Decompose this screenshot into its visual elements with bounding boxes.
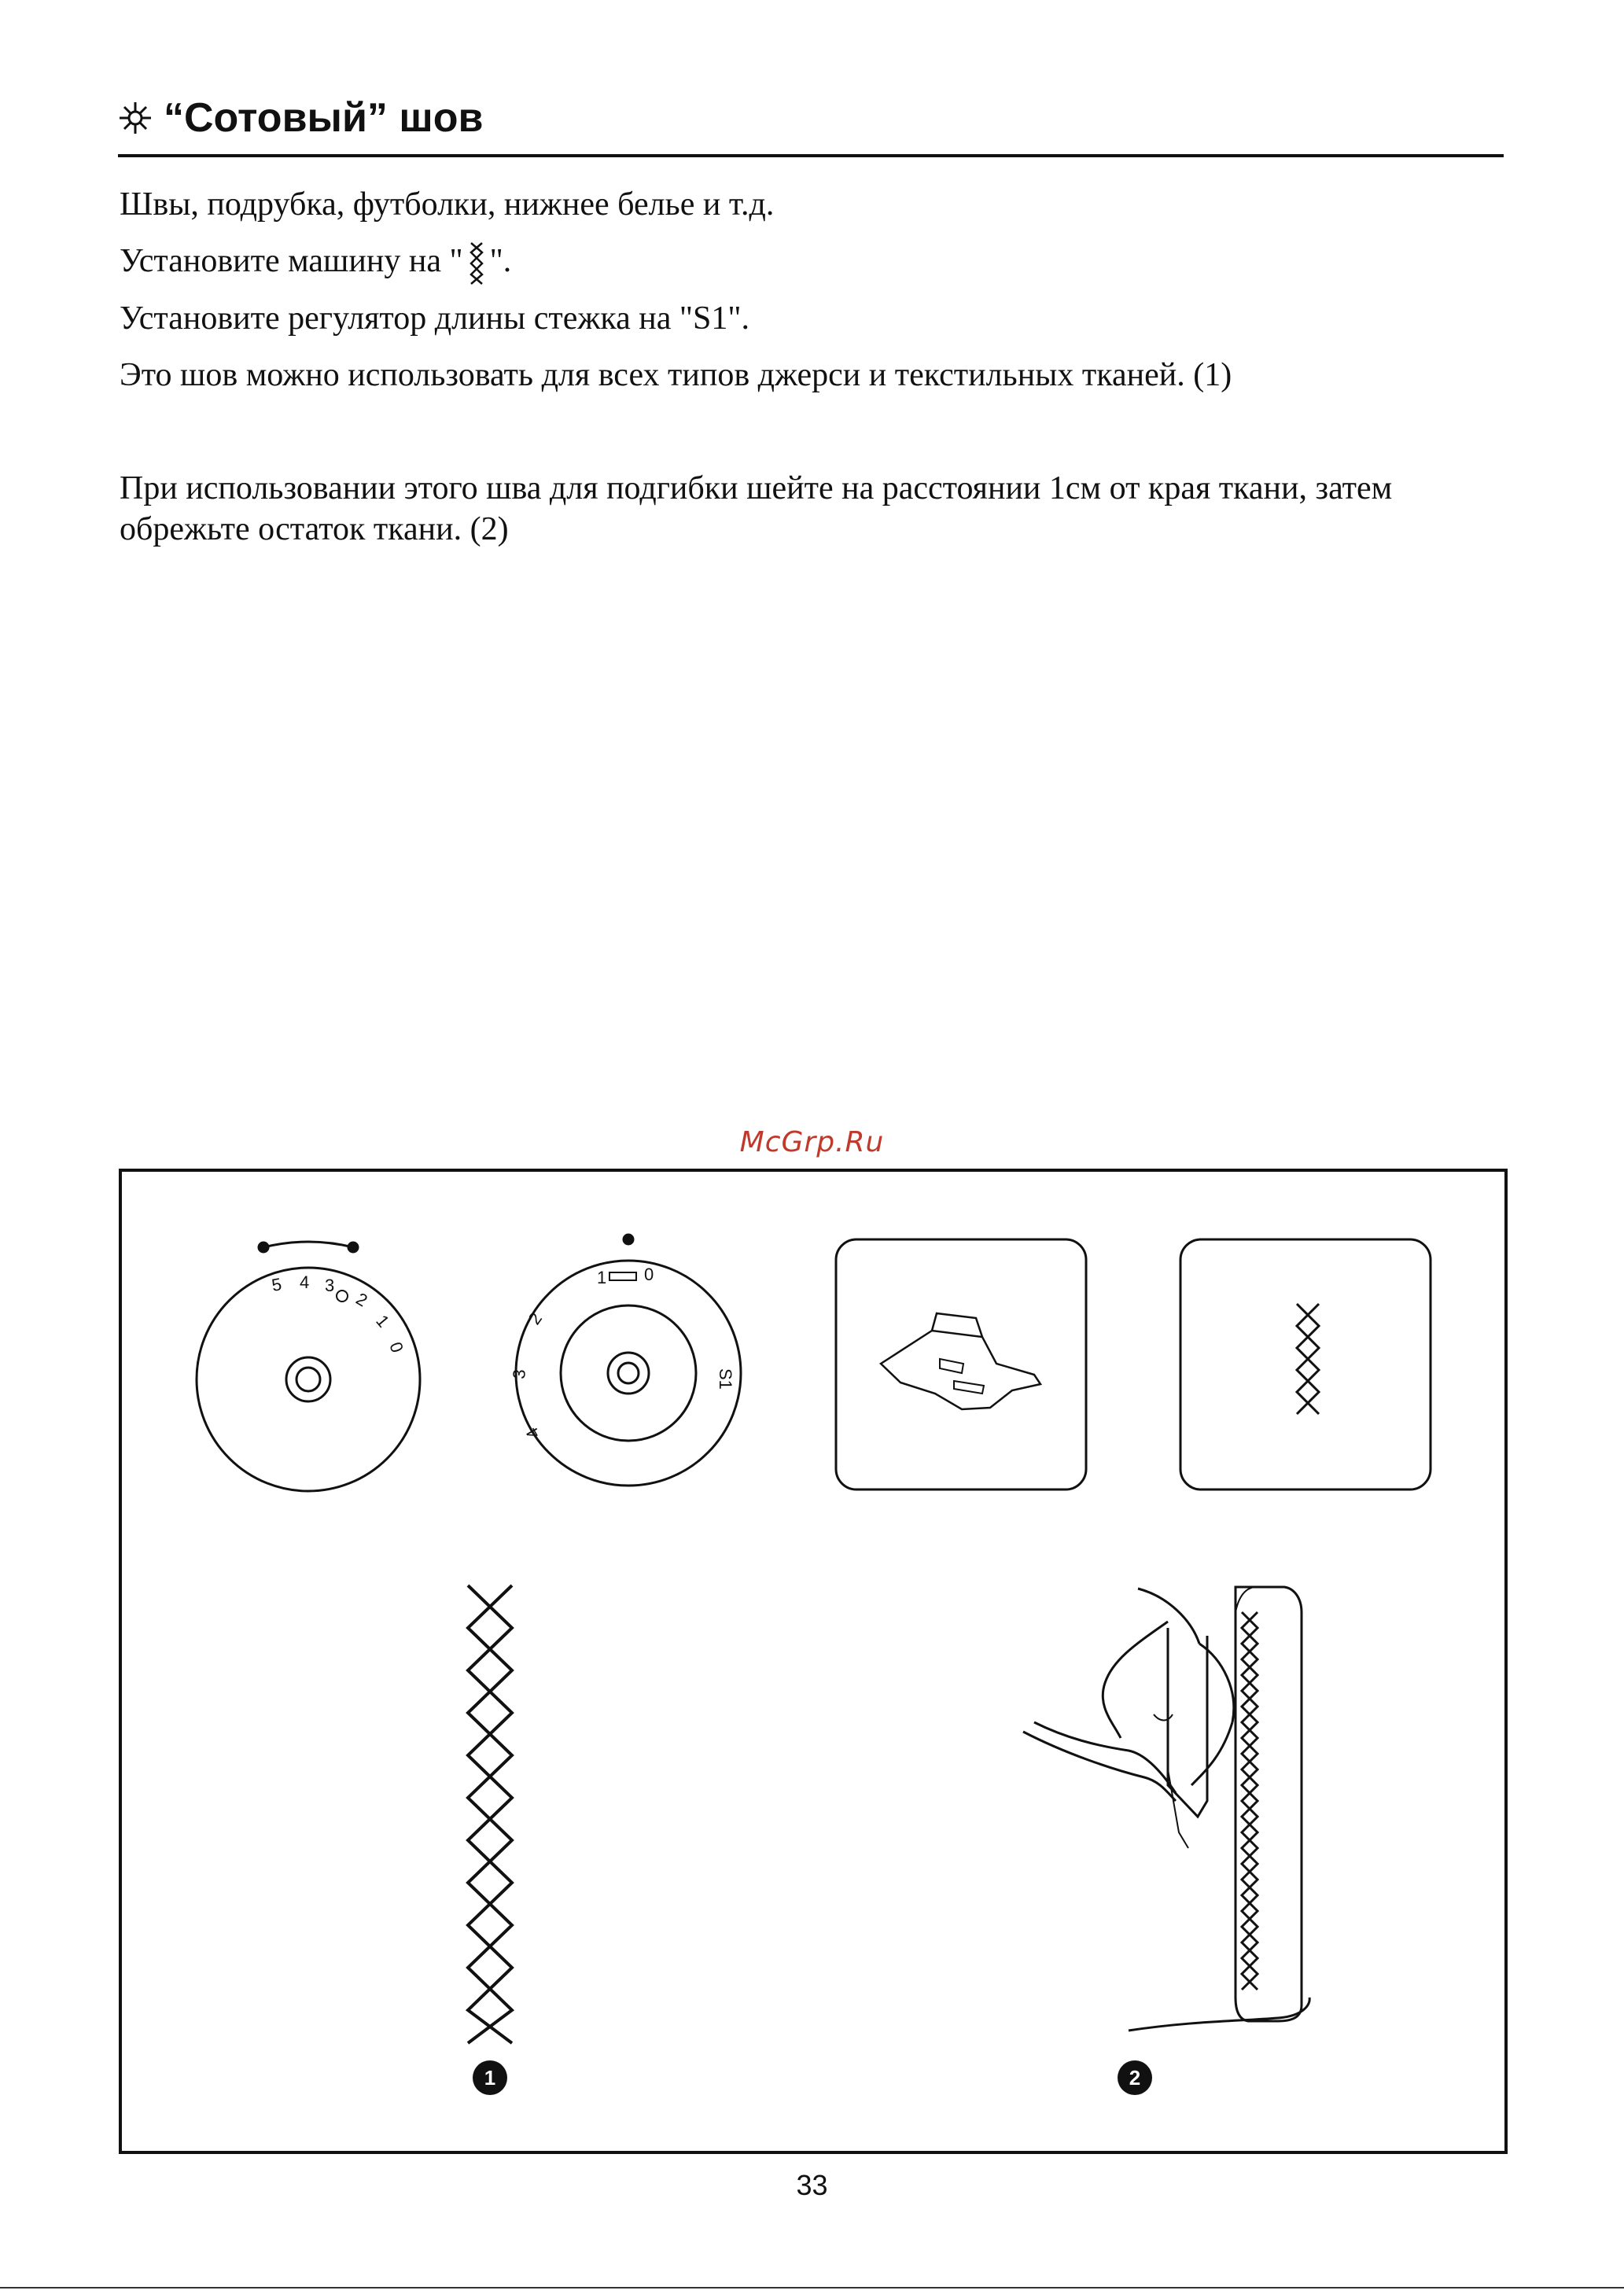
callout-1-label: 1 bbox=[484, 2066, 496, 2090]
page-title bbox=[118, 94, 483, 142]
callout-2 bbox=[1118, 2060, 1152, 2095]
stitch-length-text: Установите регулятор длины стежка на "S1". bbox=[120, 300, 750, 337]
page-bottom-line bbox=[0, 2287, 1624, 2288]
set-machine-suffix: ". bbox=[489, 243, 512, 279]
width-label: 0 bbox=[385, 1339, 407, 1356]
honeycomb-stitch-tile bbox=[1180, 1239, 1431, 1489]
illustration-box bbox=[119, 1169, 1508, 2154]
length-label: 0 bbox=[644, 1265, 654, 1284]
hem-text: При использовании этого шва для подгибки шейте на расстоянии 1см от края ткани, затем обрежьте остаток ткани. (2) bbox=[120, 470, 1393, 547]
hem-trimming-illustration bbox=[1023, 1587, 1309, 2031]
length-label: 3 bbox=[509, 1368, 530, 1380]
width-label: 4 bbox=[300, 1272, 310, 1292]
stitch-sample bbox=[468, 1585, 512, 2043]
presser-foot-tile bbox=[836, 1239, 1086, 1489]
callout-2-label: 2 bbox=[1129, 2066, 1141, 2090]
stitch-length-dial bbox=[516, 1235, 741, 1486]
honeycomb-stitch-icon bbox=[468, 241, 485, 285]
width-label: 5 bbox=[270, 1274, 283, 1295]
hem-stitch bbox=[1242, 1612, 1258, 1990]
width-label: 2 bbox=[352, 1288, 371, 1311]
set-machine-text bbox=[120, 241, 511, 285]
illustration bbox=[122, 1172, 1504, 2151]
width-label: 3 bbox=[325, 1276, 335, 1295]
watermark: McGrp.Ru bbox=[739, 1126, 885, 1158]
page-title-text: “Сотовый” шов bbox=[164, 95, 484, 141]
page-number: 33 bbox=[796, 2169, 828, 2201]
length-label: 2 bbox=[524, 1309, 547, 1328]
title-rule bbox=[118, 154, 1504, 157]
length-label: 1 bbox=[597, 1268, 607, 1287]
fabrics-text: Это шов можно использовать для всех типов джерси и текстильных тканей. (1) bbox=[120, 357, 1232, 393]
length-label: S1 bbox=[716, 1368, 735, 1390]
uses-text: Швы, подрубка, футболки, нижнее белье и т.д. bbox=[120, 186, 775, 223]
set-machine-prefix: Установите машину на " bbox=[120, 243, 463, 279]
sparkle-icon bbox=[118, 101, 153, 135]
length-label: 4 bbox=[521, 1423, 544, 1442]
width-label: 1 bbox=[372, 1311, 394, 1331]
callout-1 bbox=[473, 2060, 507, 2095]
